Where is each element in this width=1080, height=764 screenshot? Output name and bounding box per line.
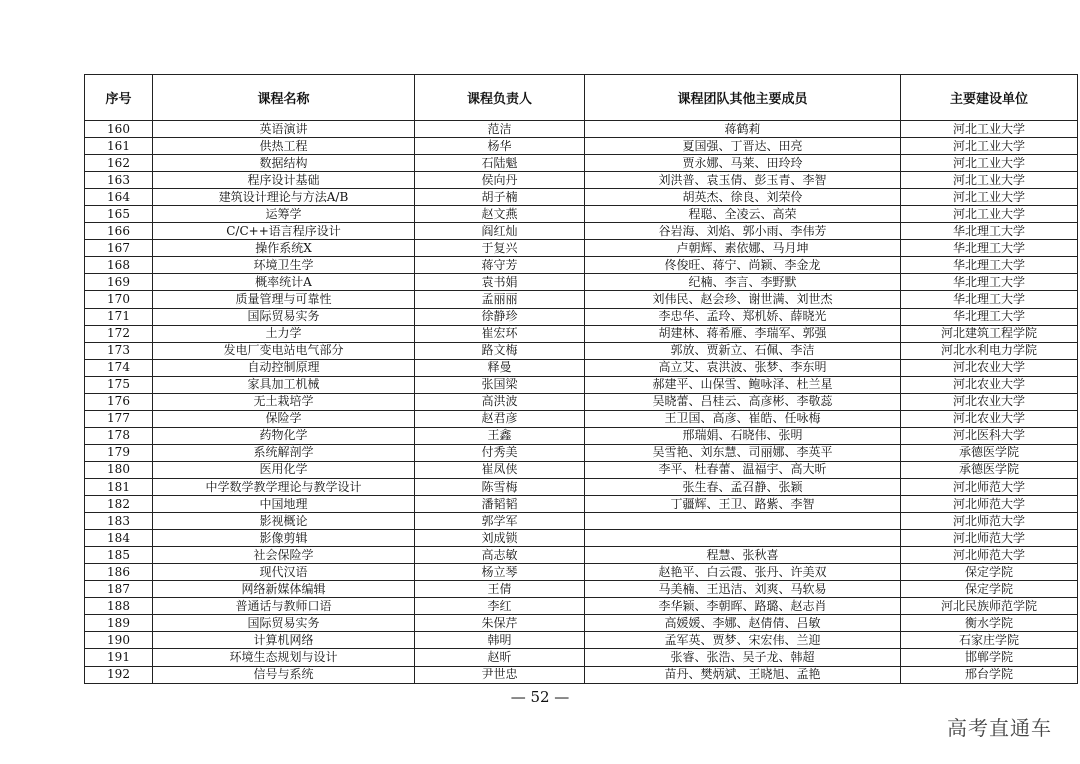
team-members-cell: 纪楠、李言、李野默 xyxy=(585,274,901,291)
table-row xyxy=(85,342,1078,359)
team-members-cell: 卢朝辉、素依娜、马月坤 xyxy=(585,240,901,257)
team-members-cell: 贾永娜、马莱、田玲玲 xyxy=(585,155,901,172)
institution-cell: 邢台学院 xyxy=(901,666,1078,683)
course-name-cell: 保险学 xyxy=(153,410,415,427)
institution-cell: 河北师范大学 xyxy=(901,478,1078,495)
course-name-cell: 国际贸易实务 xyxy=(153,308,415,325)
institution-cell: 河北农业大学 xyxy=(901,359,1078,376)
row-index-cell: 167 xyxy=(85,240,153,257)
row-index-cell: 172 xyxy=(85,325,153,342)
table-row xyxy=(85,666,1078,683)
institution-cell: 河北师范大学 xyxy=(901,547,1078,564)
course-lead-cell: 杨华 xyxy=(415,138,585,155)
course-lead-cell: 于复兴 xyxy=(415,240,585,257)
team-members-cell: 李平、杜春蕾、温福宇、高大昕 xyxy=(585,461,901,478)
team-members-cell: 胡英杰、徐良、刘荣伶 xyxy=(585,189,901,206)
row-index-cell: 160 xyxy=(85,121,153,138)
course-lead-cell: 高志敏 xyxy=(415,547,585,564)
table-row xyxy=(85,461,1078,478)
institution-cell: 河北师范大学 xyxy=(901,530,1078,547)
team-members-cell: 刘伟民、赵会珍、谢世满、刘世杰 xyxy=(585,291,901,308)
course-lead-cell: 杨立琴 xyxy=(415,564,585,581)
team-members-cell: 丁疆辉、王卫、路紫、李智 xyxy=(585,496,901,513)
team-members-cell: 赵艳平、白云霞、张丹、许美双 xyxy=(585,564,901,581)
course-name-cell: 运筹学 xyxy=(153,206,415,223)
row-index-cell: 171 xyxy=(85,308,153,325)
table-row xyxy=(85,564,1078,581)
course-name-cell: 英语演讲 xyxy=(153,121,415,138)
institution-cell: 华北理工大学 xyxy=(901,308,1078,325)
team-members-cell: 李忠华、孟玲、郑机娇、薛晓光 xyxy=(585,308,901,325)
institution-cell: 保定学院 xyxy=(901,564,1078,581)
team-members-cell: 佟俊旺、蒋宁、尚颖、李金龙 xyxy=(585,257,901,274)
course-lead-cell: 赵昕 xyxy=(415,649,585,666)
course-name-cell: 数据结构 xyxy=(153,155,415,172)
course-name-cell: 网络新媒体编辑 xyxy=(153,581,415,598)
course-name-cell: 发电厂变电站电气部分 xyxy=(153,342,415,359)
institution-cell: 河北农业大学 xyxy=(901,410,1078,427)
institution-cell: 保定学院 xyxy=(901,581,1078,598)
team-members-cell xyxy=(585,530,901,547)
course-name-cell: 无土栽培学 xyxy=(153,393,415,410)
row-index-cell: 173 xyxy=(85,342,153,359)
table-row xyxy=(85,581,1078,598)
team-members-cell: 王卫国、高彦、崔皓、任咏梅 xyxy=(585,410,901,427)
row-index-cell: 180 xyxy=(85,461,153,478)
row-index-cell: 161 xyxy=(85,138,153,155)
table-row xyxy=(85,496,1078,513)
team-members-cell: 邢瑞娟、石晓伟、张明 xyxy=(585,427,901,444)
course-lead-cell: 蒋守芳 xyxy=(415,257,585,274)
table-row xyxy=(85,325,1078,342)
course-lead-cell: 尹世忠 xyxy=(415,666,585,683)
row-index-cell: 179 xyxy=(85,444,153,461)
course-lead-cell: 高洪波 xyxy=(415,393,585,410)
course-lead-cell: 赵文燕 xyxy=(415,206,585,223)
watermark-text: 高考直通车 xyxy=(947,716,1052,740)
team-members-cell: 胡建林、蒋希雁、李瑞军、郭强 xyxy=(585,325,901,342)
row-index-cell: 188 xyxy=(85,598,153,615)
table-row xyxy=(85,155,1078,172)
table-row xyxy=(85,410,1078,427)
row-index-cell: 170 xyxy=(85,291,153,308)
table-row xyxy=(85,547,1078,564)
course-name-cell: 现代汉语 xyxy=(153,564,415,581)
row-index-cell: 184 xyxy=(85,530,153,547)
row-index-cell: 174 xyxy=(85,359,153,376)
institution-cell: 河北工业大学 xyxy=(901,172,1078,189)
table-row xyxy=(85,274,1078,291)
row-index-cell: 186 xyxy=(85,564,153,581)
table-row xyxy=(85,376,1078,393)
course-name-cell: 建筑设计理论与方法A/B xyxy=(153,189,415,206)
course-lead-cell: 释曼 xyxy=(415,359,585,376)
course-name-cell: 概率统计A xyxy=(153,274,415,291)
institution-cell: 河北工业大学 xyxy=(901,155,1078,172)
course-lead-cell: 赵君彦 xyxy=(415,410,585,427)
row-index-cell: 189 xyxy=(85,615,153,632)
course-name-cell: 社会保险学 xyxy=(153,547,415,564)
row-index-cell: 178 xyxy=(85,427,153,444)
row-index-cell: 182 xyxy=(85,496,153,513)
team-members-cell: 李华颖、李朝晖、路璐、赵志肖 xyxy=(585,598,901,615)
team-members-cell: 刘洪普、袁玉倩、彭玉青、李智 xyxy=(585,172,901,189)
table-row xyxy=(85,257,1078,274)
institution-cell: 承德医学院 xyxy=(901,444,1078,461)
table-row xyxy=(85,478,1078,495)
course-lead-cell: 胡子楠 xyxy=(415,189,585,206)
table-row xyxy=(85,291,1078,308)
institution-cell: 河北工业大学 xyxy=(901,121,1078,138)
team-members-cell: 张睿、张浩、吴子龙、韩超 xyxy=(585,649,901,666)
course-lead-cell: 刘成锁 xyxy=(415,530,585,547)
row-index-cell: 169 xyxy=(85,274,153,291)
institution-cell: 河北师范大学 xyxy=(901,513,1078,530)
row-index-cell: 176 xyxy=(85,393,153,410)
team-members-cell: 郝建平、山保雪、鲍咏泽、杜兰星 xyxy=(585,376,901,393)
row-index-cell: 191 xyxy=(85,649,153,666)
course-name-cell: 供热工程 xyxy=(153,138,415,155)
institution-cell: 华北理工大学 xyxy=(901,257,1078,274)
course-lead-cell: 张国梁 xyxy=(415,376,585,393)
institution-cell: 河北建筑工程学院 xyxy=(901,325,1078,342)
course-name-cell: 质量管理与可靠性 xyxy=(153,291,415,308)
institution-cell: 华北理工大学 xyxy=(901,291,1078,308)
team-members-cell: 吴晓蕾、吕桂云、高彦彬、李敬蕊 xyxy=(585,393,901,410)
table-row xyxy=(85,189,1078,206)
team-members-cell: 孟军英、贾梦、宋宏伟、兰迎 xyxy=(585,632,901,649)
table-row xyxy=(85,598,1078,615)
course-name-cell: 环境卫生学 xyxy=(153,257,415,274)
header-course-lead: 课程负责人 xyxy=(415,75,585,121)
course-name-cell: 土力学 xyxy=(153,325,415,342)
course-lead-cell: 崔宏环 xyxy=(415,325,585,342)
institution-cell: 河北工业大学 xyxy=(901,206,1078,223)
course-lead-cell: 朱保芹 xyxy=(415,615,585,632)
course-lead-cell: 石陆魁 xyxy=(415,155,585,172)
course-lead-cell: 侯向丹 xyxy=(415,172,585,189)
course-name-cell: 计算机网络 xyxy=(153,632,415,649)
course-name-cell: C/C++语言程序设计 xyxy=(153,223,415,240)
institution-cell: 河北水利电力学院 xyxy=(901,342,1078,359)
course-name-cell: 中国地理 xyxy=(153,496,415,513)
header-index: 序号 xyxy=(85,75,153,121)
course-lead-cell: 崔凤侠 xyxy=(415,461,585,478)
course-name-cell: 影视概论 xyxy=(153,513,415,530)
institution-cell: 河北工业大学 xyxy=(901,189,1078,206)
course-name-cell: 环境生态规划与设计 xyxy=(153,649,415,666)
institution-cell: 邯郸学院 xyxy=(901,649,1078,666)
table-row xyxy=(85,206,1078,223)
table-row xyxy=(85,138,1078,155)
institution-cell: 河北农业大学 xyxy=(901,393,1078,410)
team-members-cell: 高媛媛、李娜、赵倩倩、吕敏 xyxy=(585,615,901,632)
institution-cell: 衡水学院 xyxy=(901,615,1078,632)
table-row xyxy=(85,223,1078,240)
row-index-cell: 177 xyxy=(85,410,153,427)
course-name-cell: 中学数学教学理论与教学设计 xyxy=(153,478,415,495)
row-index-cell: 162 xyxy=(85,155,153,172)
table-row xyxy=(85,649,1078,666)
course-lead-cell: 潘韬韬 xyxy=(415,496,585,513)
team-members-cell: 郭放、贾新立、石佩、李洁 xyxy=(585,342,901,359)
table-row xyxy=(85,513,1078,530)
institution-cell: 河北农业大学 xyxy=(901,376,1078,393)
row-index-cell: 181 xyxy=(85,478,153,495)
table-row xyxy=(85,444,1078,461)
table-row xyxy=(85,172,1078,189)
course-name-cell: 药物化学 xyxy=(153,427,415,444)
team-members-cell: 程聪、全凌云、高荣 xyxy=(585,206,901,223)
course-lead-cell: 路文梅 xyxy=(415,342,585,359)
course-name-cell: 普通话与教师口语 xyxy=(153,598,415,615)
row-index-cell: 187 xyxy=(85,581,153,598)
course-name-cell: 信号与系统 xyxy=(153,666,415,683)
table-row xyxy=(85,308,1078,325)
institution-cell: 河北师范大学 xyxy=(901,496,1078,513)
table-row xyxy=(85,427,1078,444)
course-lead-cell: 李红 xyxy=(415,598,585,615)
row-index-cell: 166 xyxy=(85,223,153,240)
table-row xyxy=(85,393,1078,410)
institution-cell: 石家庄学院 xyxy=(901,632,1078,649)
table-row xyxy=(85,121,1078,138)
row-index-cell: 165 xyxy=(85,206,153,223)
table-row xyxy=(85,530,1078,547)
institution-cell: 河北医科大学 xyxy=(901,427,1078,444)
page-number: — 52 — xyxy=(510,688,570,706)
course-name-cell: 程序设计基础 xyxy=(153,172,415,189)
course-lead-cell: 付秀美 xyxy=(415,444,585,461)
institution-cell: 华北理工大学 xyxy=(901,223,1078,240)
row-index-cell: 168 xyxy=(85,257,153,274)
course-lead-cell: 韩明 xyxy=(415,632,585,649)
header-course-name: 课程名称 xyxy=(153,75,415,121)
course-table xyxy=(84,74,1078,684)
institution-cell: 华北理工大学 xyxy=(901,240,1078,257)
course-name-cell: 操作系统X xyxy=(153,240,415,257)
course-lead-cell: 王倩 xyxy=(415,581,585,598)
table-body xyxy=(85,121,1078,684)
row-index-cell: 190 xyxy=(85,632,153,649)
course-name-cell: 影像剪辑 xyxy=(153,530,415,547)
course-name-cell: 家具加工机械 xyxy=(153,376,415,393)
course-lead-cell: 范洁 xyxy=(415,121,585,138)
course-lead-cell: 孟丽丽 xyxy=(415,291,585,308)
course-name-cell: 国际贸易实务 xyxy=(153,615,415,632)
team-members-cell: 程慧、张秋喜 xyxy=(585,547,901,564)
row-index-cell: 192 xyxy=(85,666,153,683)
institution-cell: 华北理工大学 xyxy=(901,274,1078,291)
header-team-members: 课程团队其他主要成员 xyxy=(585,75,901,121)
course-lead-cell: 郭学军 xyxy=(415,513,585,530)
team-members-cell: 夏国强、丁晋达、田亮 xyxy=(585,138,901,155)
course-lead-cell: 王鑫 xyxy=(415,427,585,444)
course-lead-cell: 徐静珍 xyxy=(415,308,585,325)
course-name-cell: 自动控制原理 xyxy=(153,359,415,376)
course-lead-cell: 陈雪梅 xyxy=(415,478,585,495)
row-index-cell: 175 xyxy=(85,376,153,393)
row-index-cell: 183 xyxy=(85,513,153,530)
team-members-cell: 蒋鹤莉 xyxy=(585,121,901,138)
team-members-cell xyxy=(585,513,901,530)
header-institution: 主要建设单位 xyxy=(901,75,1078,121)
course-name-cell: 系统解剖学 xyxy=(153,444,415,461)
table-header-row xyxy=(85,75,1078,121)
table-row xyxy=(85,359,1078,376)
team-members-cell: 苗丹、樊炳斌、王晓旭、孟艳 xyxy=(585,666,901,683)
table-row xyxy=(85,240,1078,257)
team-members-cell: 张生春、孟召静、张颖 xyxy=(585,478,901,495)
row-index-cell: 164 xyxy=(85,189,153,206)
course-name-cell: 医用化学 xyxy=(153,461,415,478)
row-index-cell: 163 xyxy=(85,172,153,189)
institution-cell: 河北民族师范学院 xyxy=(901,598,1078,615)
table-row xyxy=(85,632,1078,649)
team-members-cell: 谷岩海、刘焰、郭小雨、李伟芳 xyxy=(585,223,901,240)
course-lead-cell: 袁书娟 xyxy=(415,274,585,291)
team-members-cell: 高立艾、袁洪波、张梦、李东明 xyxy=(585,359,901,376)
team-members-cell: 马美楠、王迅洁、刘爽、马软易 xyxy=(585,581,901,598)
row-index-cell: 185 xyxy=(85,547,153,564)
institution-cell: 承德医学院 xyxy=(901,461,1078,478)
table-row xyxy=(85,615,1078,632)
institution-cell: 河北工业大学 xyxy=(901,138,1078,155)
course-lead-cell: 阎红灿 xyxy=(415,223,585,240)
team-members-cell: 吴雪艳、刘东慧、司丽娜、李英平 xyxy=(585,444,901,461)
